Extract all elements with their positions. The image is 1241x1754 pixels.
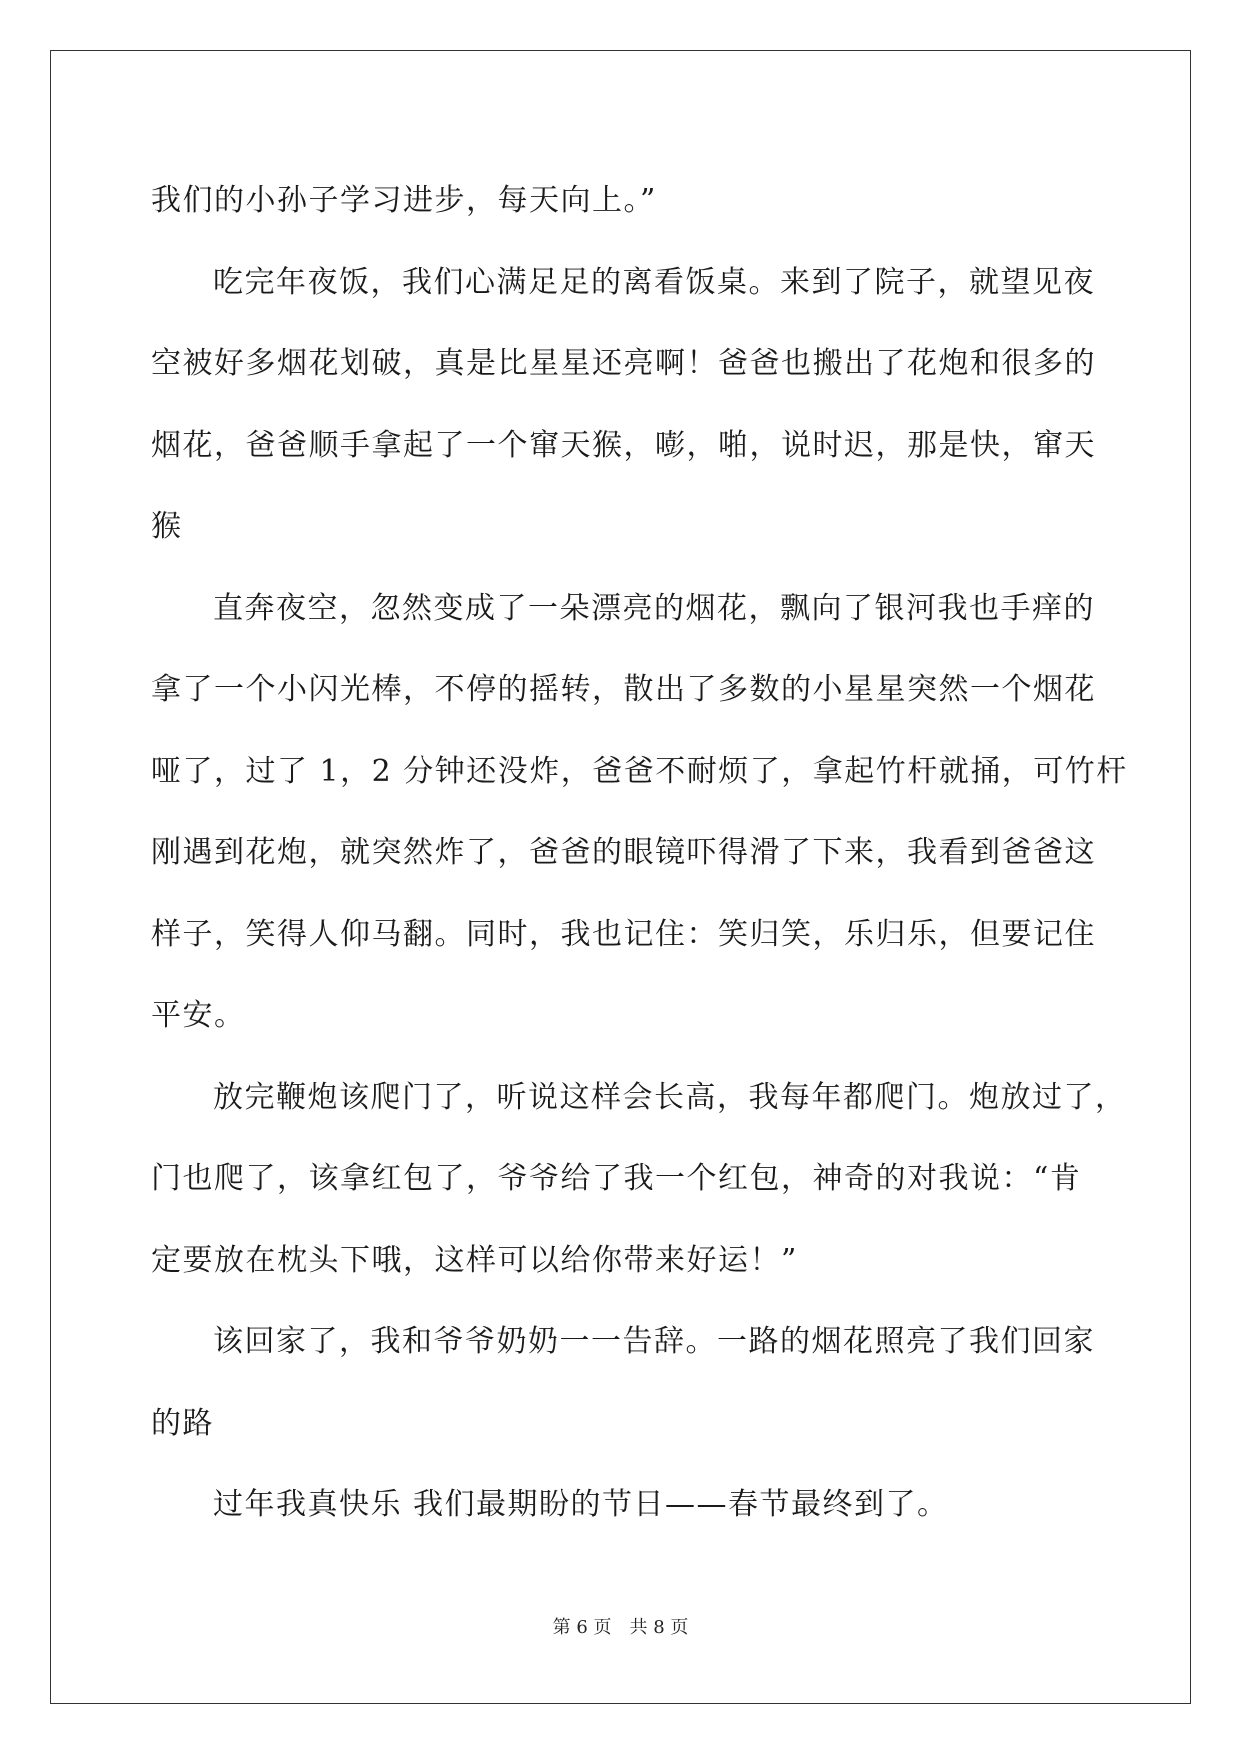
text-line: 放完鞭炮该爬门了，听说这样会长高，我每年都爬门。炮放过了， xyxy=(213,1079,1127,1115)
page-footer xyxy=(0,1613,1241,1639)
text-line: 门也爬了，该拿红包了，爷爷给了我一个红包，神奇的对我说：“肯 xyxy=(151,1161,1082,1196)
text-line: 刚遇到花炮，就突然炸了，爸爸的眼镜吓得滑了下来，我看到爸爸这 xyxy=(151,835,1096,870)
text-line: 平安。 xyxy=(151,998,246,1033)
text-line: 烟花，爸爸顺手拿起了一个窜天猴，嘭，啪，说时迟，那是快，窜天 xyxy=(151,427,1096,463)
document-body xyxy=(151,160,1128,1546)
text-line: 过年我真快乐 我们最期盼的节日——春节最终到了。 xyxy=(213,1487,949,1522)
text-line: 吃完年夜饭，我们心满足足的离看饭桌。来到了院子，就望见夜 xyxy=(213,264,1095,300)
page-number: 第 6 页 xyxy=(552,1617,612,1638)
text-line: 直奔夜空，忽然变成了一朵漂亮的烟花，飘向了银河我也手痒的 xyxy=(213,590,1095,626)
text-line: 我们的小孙子学习进步，每天向上。” xyxy=(151,183,657,218)
text-line: 空被好多烟花划破，真是比星星还亮啊！爸爸也搬出了花炮和很多的 xyxy=(151,346,1096,381)
text-line: 猴 xyxy=(151,509,183,544)
text-line: 哑了，过了 1，2 分钟还没炸，爸爸不耐烦了，拿起竹杆就捅，可竹杆 xyxy=(151,753,1128,789)
text-line: 该回家了，我和爷爷奶奶一一告辞。一路的烟花照亮了我们回家 xyxy=(213,1324,1095,1359)
text-line: 样子，笑得人仰马翻。同时，我也记住：笑归笑，乐归乐，但要记住 xyxy=(151,916,1096,952)
page-total: 共 8 页 xyxy=(629,1617,689,1638)
text-line: 拿了一个小闪光棒，不停的摇转，散出了多数的小星星突然一个烟花 xyxy=(151,672,1096,707)
text-line: 的路 xyxy=(151,1405,214,1441)
text-line: 定要放在枕头下哦，这样可以给你带来好运！” xyxy=(151,1242,798,1278)
